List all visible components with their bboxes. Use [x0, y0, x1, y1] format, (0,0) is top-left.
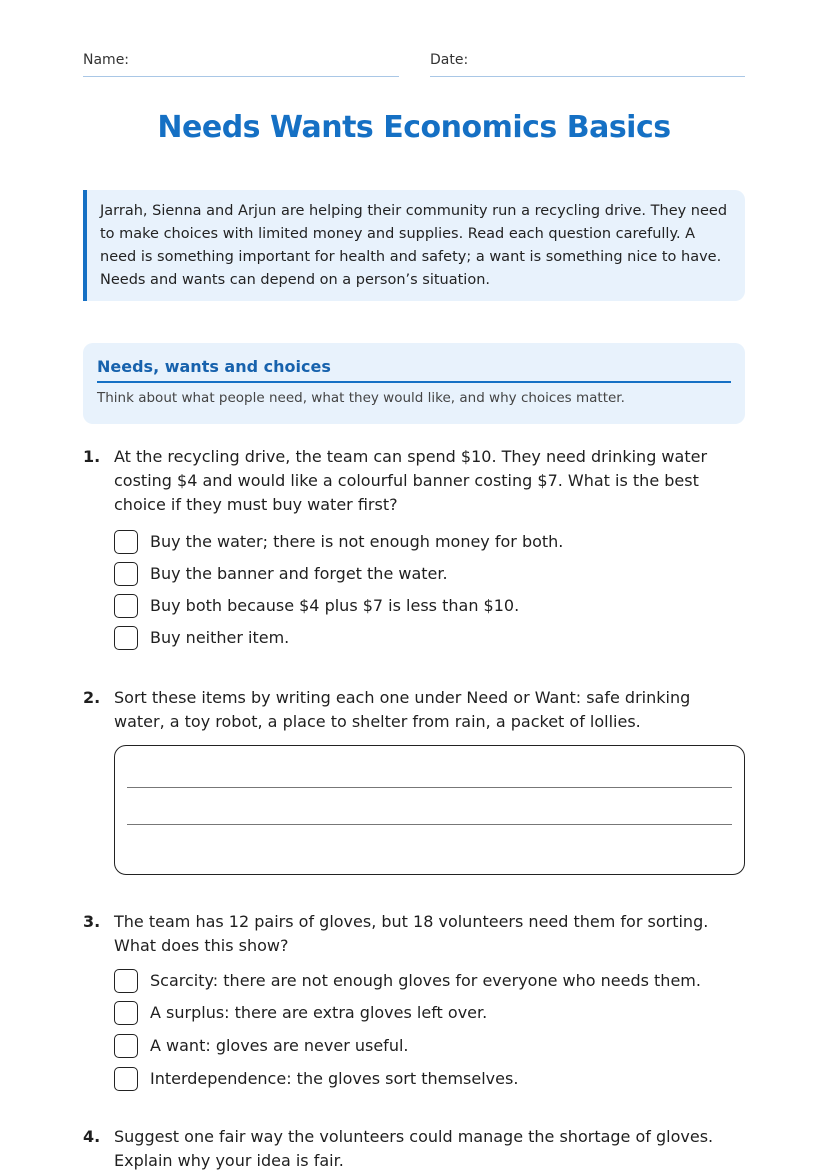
- checkbox[interactable]: [114, 530, 138, 554]
- question-number: 3.: [83, 912, 101, 931]
- section-subtitle: Think about what people need, what they would like, and why choices matter.: [97, 390, 625, 406]
- question-text: Sort these items by writing each one under Need or Want: safe drinking water, a toy robot, a place to shelter from rain, a packet of lollies.: [114, 688, 691, 731]
- worksheet-title: Needs Wants Economics Basics: [157, 110, 671, 145]
- checkbox[interactable]: [114, 562, 138, 586]
- checkbox[interactable]: [114, 1067, 138, 1091]
- checkbox[interactable]: [114, 626, 138, 650]
- option-label: Buy the banner and forget the water.: [150, 564, 448, 583]
- option-label: A surplus: there are extra gloves left over.: [150, 1003, 488, 1022]
- section-title: Needs, wants and choices: [97, 357, 731, 383]
- section-header: [83, 343, 745, 424]
- checkbox[interactable]: [114, 1001, 138, 1025]
- option-label: Interdependence: the gloves sort themselves.: [150, 1069, 519, 1088]
- option-label: A want: gloves are never useful.: [150, 1036, 409, 1055]
- answer-line: [127, 824, 732, 825]
- option-label: Buy both because $4 plus $7 is less than $10.: [150, 596, 520, 615]
- intro-box: Jarrah, Sienna and Arjun are helping their community run a recycling drive. They need to make choices with limited money and supplies. Read each question carefully. A need is something important for health and safety; a want is something nice to have. Needs and wants can depend on a person’s situation.: [83, 190, 745, 301]
- option-label: Buy neither item.: [150, 628, 290, 647]
- answer-line: [127, 787, 732, 788]
- answer-box[interactable]: [114, 745, 745, 875]
- checkbox[interactable]: [114, 594, 138, 618]
- question-text: Suggest one fair way the volunteers could manage the shortage of gloves. Explain why your idea is fair.: [114, 1127, 714, 1170]
- date-field[interactable]: [430, 52, 745, 77]
- question-text: At the recycling drive, the team can spend $10. They need drinking water costing $4 and would like a colourful banner costing $7. What is the best choice if they must buy water first?: [114, 447, 708, 514]
- name-label: Name:: [83, 52, 130, 68]
- checkbox[interactable]: [114, 1034, 138, 1058]
- question-number: 2.: [83, 688, 101, 707]
- name-field[interactable]: [83, 52, 399, 77]
- question-number: 4.: [83, 1127, 101, 1146]
- date-label: Date:: [430, 52, 469, 68]
- question-number: 1.: [83, 447, 101, 466]
- checkbox[interactable]: [114, 969, 138, 993]
- option-label: Scarcity: there are not enough gloves for everyone who needs them.: [150, 971, 701, 990]
- question-text: The team has 12 pairs of gloves, but 18 volunteers need them for sorting. What does this show?: [114, 912, 709, 955]
- option-label: Buy the water; there is not enough money for both.: [150, 532, 564, 551]
